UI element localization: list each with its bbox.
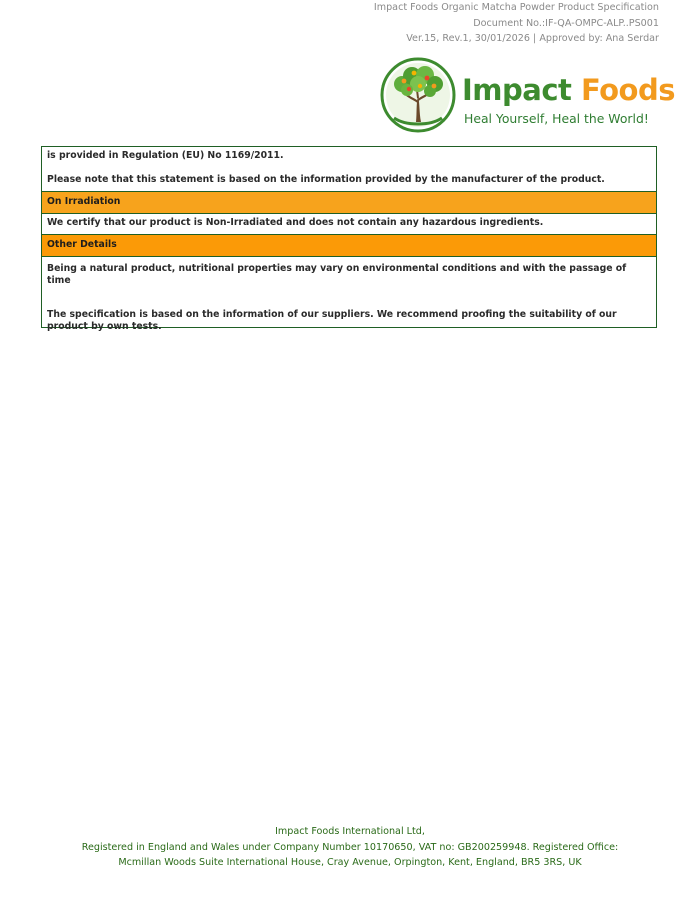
- other-details-section-header: Other Details: [42, 235, 656, 257]
- brand-name: [462, 73, 675, 107]
- document-version: Ver.15, Rev.1, 30/01/2026 | Approved by: Ana Serdar: [406, 33, 659, 44]
- footer-address: Mcmillan Woods Suite International House, Cray Avenue, Orpington, Kent, England, BR5 3RS, UK: [118, 857, 582, 868]
- allergen-continuation-row: [42, 147, 656, 192]
- irradiation-section-header: On Irradiation: [42, 192, 656, 214]
- brand-tagline: Heal Yourself, Heal the World!: [464, 111, 649, 126]
- brand-name-part1: Impact: [462, 73, 572, 107]
- specification-note: The specification is based on the information of our suppliers. We recommend proofing the suitability of our product by own tests.: [47, 309, 617, 332]
- document-header: [374, 0, 659, 47]
- tree-logo-icon: [380, 56, 458, 136]
- footer-company-name: Impact Foods International Ltd,: [275, 826, 425, 837]
- specification-table: [41, 146, 657, 332]
- allergen-regulation-text: is provided in Regulation (EU) No 1169/2011.: [47, 150, 284, 161]
- natural-product-note: Being a natural product, nutritional properties may vary on environmental conditions and with the passage of time: [47, 263, 627, 286]
- brand-logo: [380, 56, 676, 136]
- brand-name-part2: Foods: [581, 73, 676, 107]
- allergen-statement-note: Please note that this statement is based on the information provided by the manufacturer of the product.: [47, 174, 605, 185]
- document-footer: [0, 824, 700, 871]
- irradiation-text-row: [42, 214, 656, 235]
- footer-registration: Registered in England and Wales under Company Number 10170650, VAT no: GB200259948. Registered Office:: [81, 841, 619, 853]
- document-title: Impact Foods Organic Matcha Powder Product Specification: [373, 2, 659, 13]
- other-details-text-row: [42, 257, 656, 332]
- irradiation-statement: We certify that our product is Non-Irradiated and does not contain any hazardous ingredients.: [47, 217, 544, 228]
- document-number: Document No.:IF-QA-OMPC-ALP..PS001: [473, 17, 659, 29]
